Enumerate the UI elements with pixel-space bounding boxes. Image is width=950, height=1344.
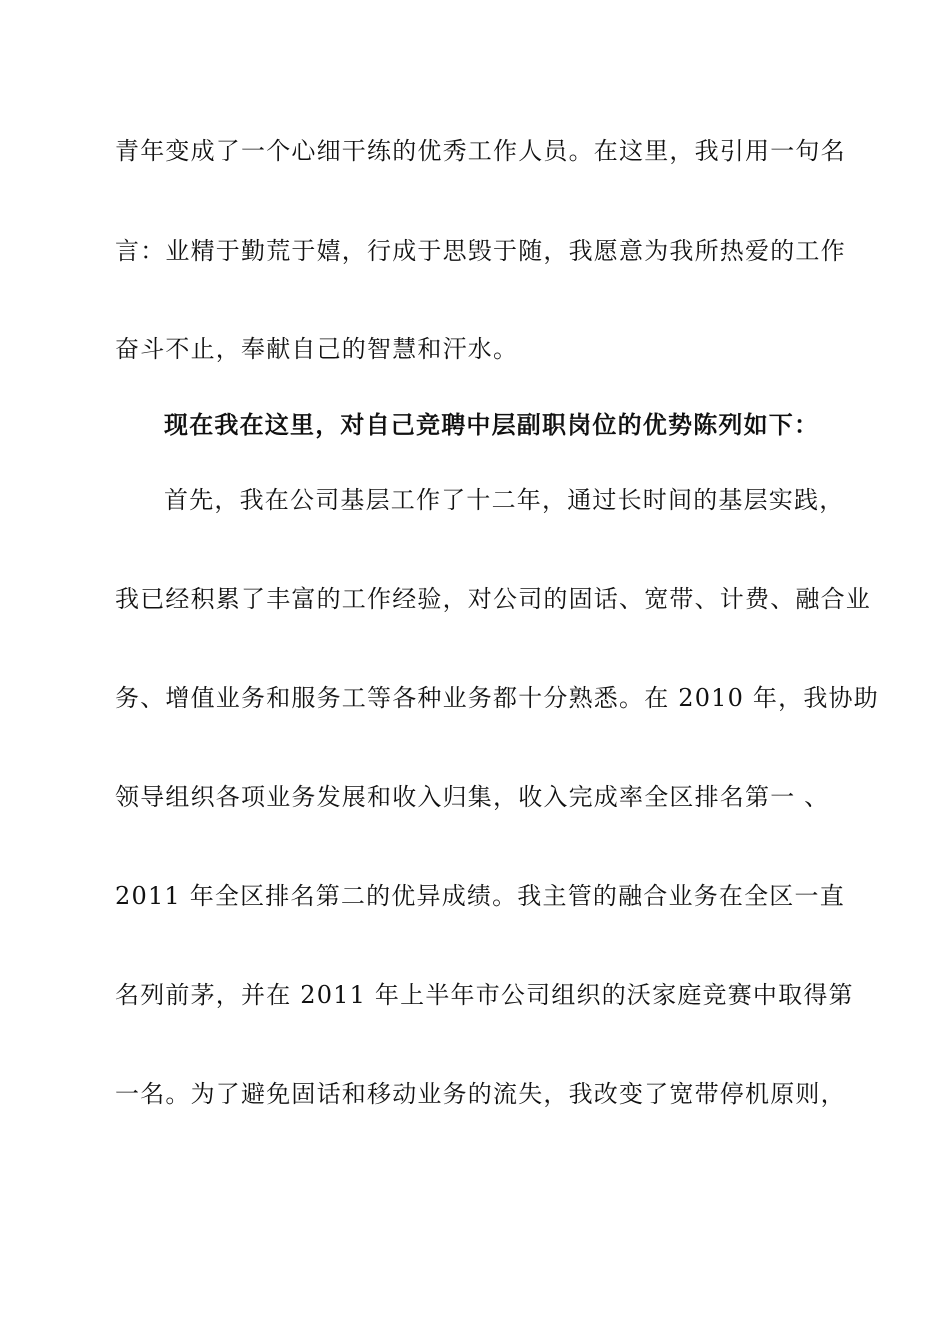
- paragraph-first-line: 首先，我在公司基层工作了十二年，通过长时间的基层实践，: [164, 486, 845, 514]
- body-text-line: 我已经积累了丰富的工作经验，对公司的固话、宽带、计费、融合业: [115, 585, 871, 613]
- body-text-line: 奋斗不止，奉献自己的智慧和汗水。: [115, 335, 519, 363]
- section-heading: 现在我在这里，对自己竞聘中层副职岗位的优势陈列如下：: [164, 411, 820, 439]
- body-text-line: 名列前茅，并在 2011 年上半年市公司组织的沃家庭竞赛中取得第: [115, 981, 854, 1009]
- body-text-line: 2011 年全区排名第二的优异成绩。我主管的融合业务在全区一直: [115, 882, 845, 910]
- body-text-line: 领导组织各项业务发展和收入归集，收入完成率全区排名第一 、: [115, 783, 830, 811]
- body-text-line: 务、增值业务和服务工等各种业务都十分熟悉。在 2010 年，我协助: [115, 684, 879, 712]
- body-text-line: 青年变成了一个心细干练的优秀工作人员。在这里，我引用一句名: [115, 137, 846, 165]
- body-text-line: 一名。为了避免固话和移动业务的流失，我改变了宽带停机原则，: [115, 1080, 846, 1108]
- body-text-line: 言：业精于勤荒于嬉，行成于思毁于随，我愿意为我所热爱的工作: [115, 237, 846, 265]
